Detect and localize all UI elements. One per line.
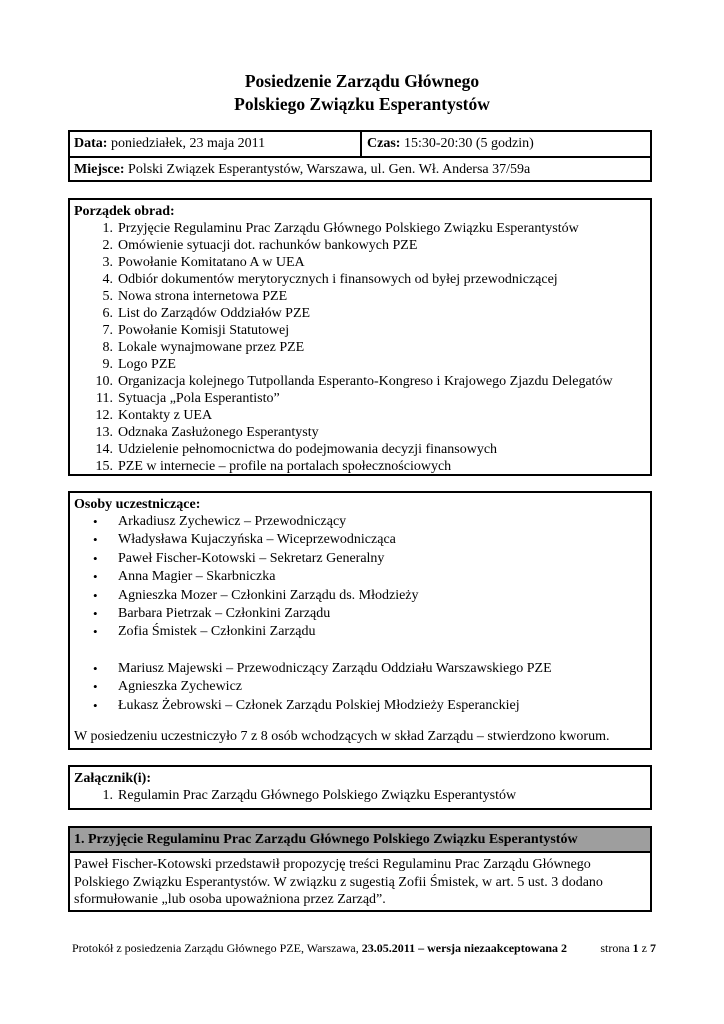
bullet-icon: • [93,679,98,695]
item-text: Organizacja kolejnego Tutpollanda Esperanto-Kongreso i Krajowego Zjazdu Delegatów [118,374,613,389]
bullet-icon: • [93,514,98,529]
attachments-list [74,787,650,804]
attendee-item [74,660,650,678]
agenda-item [74,322,650,339]
agenda-item [74,254,650,271]
bullet-icon: • [93,587,98,603]
item-text: Lokale wynajmowane przez PZE [118,340,305,355]
item-text: Powołanie Komisji Statutowej [118,323,290,338]
attendee-item [74,513,650,531]
attendee-name: Barbara Pietrzak – Członkini Zarządu [118,605,331,621]
attendee-name: Paweł Fischer-Kotowski – Sekretarz Generalny [118,550,385,566]
item-text: Odznaka Zasłużonego Esperantysty [118,425,319,440]
item-number: 7. [102,323,113,338]
attendee-name: Władysława Kujaczyńska – Wiceprzewodnicząca [118,532,396,548]
attendee-name: Arkadiusz Zychewicz – Przewodniczący [118,514,347,529]
date-label: Data: [74,136,108,151]
date-time-row [70,132,650,156]
time-value: 15:30-20:30 (5 godzin) [403,136,534,151]
agenda-item [74,288,650,305]
attendee-item [74,697,650,715]
attendee-name: Łukasz Żebrowski – Członek Zarządu Polskiej Młodzieży Esperanckiej [118,697,520,713]
page-total: 7 [650,941,656,955]
section-1-line-3: sformułowanie „lub osoba upoważniona przez Zarząd”. [74,892,386,907]
cell-divider [360,132,362,156]
section-1-heading: 1. Przyjęcie Regulaminu Prac Zarządu Głównego Polskiego Związku Esperantystów [70,828,650,853]
item-number: 1. [102,788,113,803]
attachments-box [68,765,652,810]
item-text: Regulamin Prac Zarządu Głównego Polskiego Związku Esperantystów [118,788,517,803]
item-number: 1. [102,221,113,236]
page-current: 1 [632,941,639,955]
agenda-item [74,305,650,322]
attendees-heading: Osoby uczestniczące: [74,497,201,512]
section-1-line-1: Paweł Fischer-Kotowski przedstawił propozycję treści Regulaminu Prac Zarządu Głównego [74,857,591,872]
item-number: 9. [102,357,113,372]
section-1-line-2: Polskiego Związku Esperantystów. W związku z sugestią Zofii Śmistek, w art. 5 ust. 3 dodano [74,874,603,890]
agenda-item [74,220,650,237]
item-number: 15. [95,459,113,474]
agenda-item [74,339,650,356]
attachments-heading: Załącznik(i): [74,771,151,786]
item-number: 3. [102,255,113,270]
attachment-item [74,787,650,804]
agenda-item [74,441,650,458]
time-label: Czas: [367,136,401,151]
item-text: Kontakty z UEA [118,408,213,423]
attendee-item [74,550,650,568]
item-text: Nowa strona internetowa PZE [118,289,288,304]
item-text: Odbiór dokumentów merytorycznych i finansowych od byłej przewodniczącej [118,272,558,287]
agenda-item [74,356,650,373]
board-members-list [74,513,650,642]
agenda-list [74,220,650,475]
item-number: 4. [102,272,113,287]
footer-caption [72,941,567,955]
attendee-item [74,587,650,605]
item-number: 13. [95,425,113,440]
title-line-1: Posiedzenie Zarządu Głównego [244,71,480,91]
section-1-box [68,826,652,912]
attendee-item [74,623,650,641]
attendees-box [68,491,652,750]
place-row [70,156,650,180]
agenda-item [74,424,650,441]
attendee-name: Mariusz Majewski – Przewodniczący Zarządu Oddziału Warszawskiego PZE [118,660,552,676]
item-text: List do Zarządów Oddziałów PZE [118,306,311,321]
date-cell [74,132,265,156]
attendee-item [74,605,650,623]
item-number: 12. [95,408,113,423]
item-number: 6. [102,306,113,321]
document-title [0,70,724,116]
attendee-name: Agnieszka Mozer – Członkini Zarządu ds. Młodzieży [118,587,419,603]
bullet-icon: • [93,660,98,676]
item-number: 5. [102,289,113,304]
agenda-item [74,373,650,390]
page-number [600,941,656,955]
item-text: Logo PZE [118,357,176,372]
attendee-item [74,568,650,586]
attendee-name: Zofia Śmistek – Członkini Zarządu [118,624,316,640]
quorum-statement: W posiedzeniu uczestniczyło 7 z 8 osób wchodzących w skład Zarządu – stwierdzono kworum. [74,728,610,744]
attendee-item [74,531,650,549]
agenda-item [74,390,650,407]
item-text: Sytuacja „Pola Esperantisto” [118,391,280,406]
item-number: 11. [96,391,113,406]
item-text: PZE w internecie – profile na portalach społecznościowych [118,459,452,474]
item-number: 14. [95,442,113,457]
bullet-icon: • [93,550,98,566]
place-label: Miejsce: [74,162,125,177]
bullet-icon: • [93,569,98,585]
section-1-body [74,856,642,909]
attendee-name: Agnieszka Zychewicz [118,679,242,695]
item-text: Przyjęcie Regulaminu Prac Zarządu Głównego Polskiego Związku Esperantystów [118,221,579,236]
date-value: poniedziałek, 23 maja 2011 [110,136,266,151]
item-number: 2. [102,238,113,253]
bullet-icon: • [93,532,98,548]
bullet-icon: • [93,605,98,621]
bullet-icon: • [93,624,98,640]
attendee-name: Anna Magier – Skarbniczka [118,569,276,585]
bullet-icon: • [93,697,98,713]
attendee-item [74,678,650,696]
time-cell [367,132,534,156]
item-text: Omówienie sytuacji dot. rachunków bankowych PZE [118,238,418,253]
item-text: Powołanie Komitatano A w UEA [118,255,305,270]
place-value: Polski Związek Esperantystów, Warszawa, ul. Gen. Wł. Andersa 37/59a [128,162,531,177]
agenda-item [74,237,650,254]
item-text: Udzielenie pełnomocnictwa do podejmowania decyzji finansowych [118,442,498,457]
agenda-item [74,458,650,475]
footer-version: 23.05.2011 – wersja niezaakceptowana 2 [361,941,568,955]
meeting-details-table [68,130,652,182]
item-number: 10. [95,374,113,389]
page-label: strona [600,941,630,955]
agenda-heading: Porządek obrad: [74,204,175,219]
agenda-box [68,198,652,476]
agenda-item [74,407,650,424]
item-number: 8. [102,340,113,355]
agenda-item [74,271,650,288]
page-of-label: z [641,941,647,955]
guests-list [74,660,650,715]
footer-text: Protokół z posiedzenia Zarządu Głównego PZE, Warszawa, [72,941,362,955]
title-line-2: Polskiego Związku Esperantystów [234,94,490,114]
